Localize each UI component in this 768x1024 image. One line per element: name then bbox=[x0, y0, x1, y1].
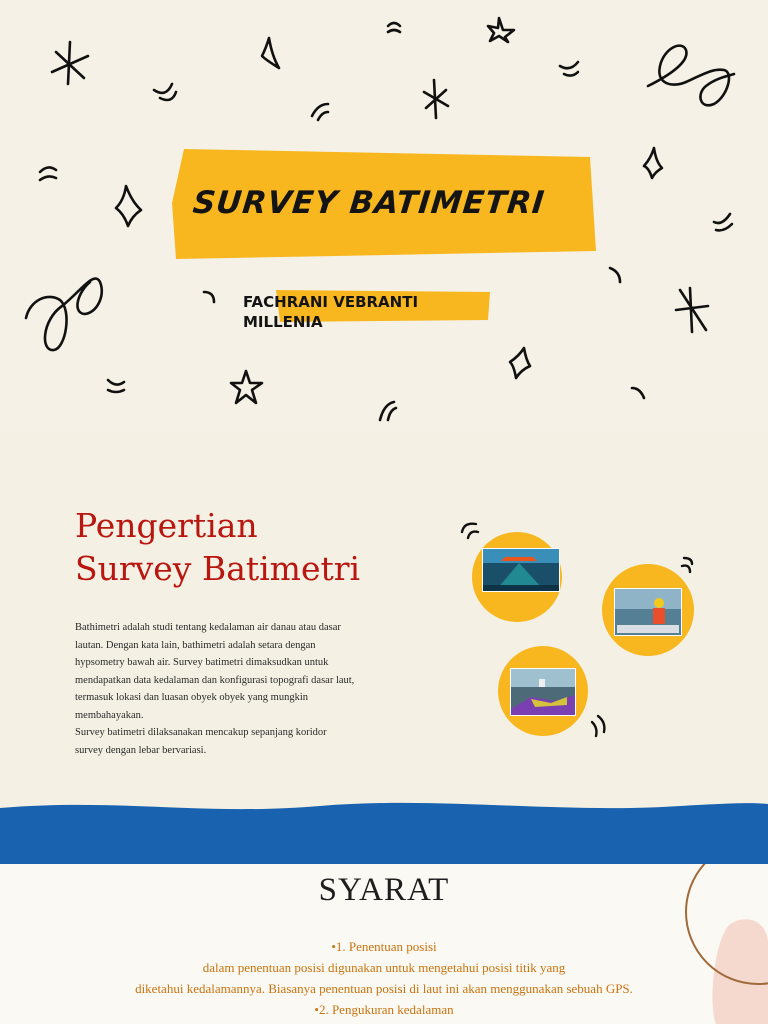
curve-doodle bbox=[108, 380, 124, 385]
loop-squiggle-doodle bbox=[648, 46, 734, 106]
author-name: FACHRANI VEBRANTI MILLENIA bbox=[243, 293, 419, 331]
asterisk-doodle-icon bbox=[424, 80, 448, 118]
curve-doodle bbox=[610, 268, 620, 282]
title-slide bbox=[0, 0, 768, 432]
definition-slide bbox=[0, 432, 768, 864]
requirement-line: diketahui kedalamannya. Biasanya penentuan posisi di laut ini akan menggunakan sebuah GPS. bbox=[135, 981, 633, 996]
definition-body-text: Bathimetri adalah studi tentang kedalaman air danau atau dasar lautan. Dengan kata lain, bathimetri adalah setara dengan hypsometry bawah air. Survey batimetri dimaksudkan untuk mendapatkan data kedalaman dan konfigurasi topografi dasar laut, termasuk lokasi dan luasan obyek obyek yang mungkin membahayakan. Survey batimetri dilaksanakan mencakup sepanjang koridor survey dengan lebar bervariasi. bbox=[75, 622, 355, 756]
blue-wave-band bbox=[0, 794, 768, 864]
curve-doodle bbox=[632, 388, 644, 398]
curve-doodle bbox=[388, 30, 400, 32]
sparkle-doodle-icon bbox=[510, 348, 530, 378]
curve-doodle bbox=[714, 214, 730, 223]
asterisk-doodle-icon bbox=[676, 288, 708, 332]
requirements-slide bbox=[0, 864, 768, 1024]
curve-doodle bbox=[318, 112, 328, 120]
curve-doodle bbox=[204, 292, 214, 302]
star-doodle-icon bbox=[231, 371, 262, 403]
requirements-title: SYARAT bbox=[318, 872, 450, 908]
sparkle-doodle-icon bbox=[644, 148, 662, 178]
curve-doodle bbox=[40, 167, 56, 172]
curve-doodle bbox=[716, 224, 732, 230]
loop-squiggle-doodle bbox=[26, 279, 102, 351]
presentation-title: SURVEY BATIMETRI bbox=[191, 185, 547, 221]
curve-doodle bbox=[312, 104, 328, 116]
requirements-list bbox=[0, 936, 768, 1020]
heading-line-2: Survey Batimetri bbox=[75, 549, 361, 588]
star-doodle-icon bbox=[488, 18, 514, 42]
curve-doodle bbox=[40, 176, 56, 180]
requirement-line: •1. Penentuan posisi bbox=[331, 939, 437, 954]
curve-doodle bbox=[388, 408, 396, 420]
curve-doodle bbox=[564, 72, 578, 76]
curve-doodle bbox=[388, 23, 400, 26]
sparkle-doodle-icon bbox=[116, 186, 141, 226]
curve-doodle bbox=[560, 62, 578, 68]
requirement-line: dalam penentuan posisi digunakan untuk mengetahui posisi titik yang bbox=[202, 960, 566, 975]
sparkle-doodle-icon bbox=[262, 38, 279, 68]
curve-doodle bbox=[108, 390, 124, 392]
heading-line-1: Pengertian bbox=[75, 506, 258, 545]
asterisk-doodle-icon bbox=[52, 42, 88, 84]
curve-doodle bbox=[154, 84, 172, 93]
requirement-line: •2. Pengukuran kedalaman bbox=[314, 1002, 454, 1017]
